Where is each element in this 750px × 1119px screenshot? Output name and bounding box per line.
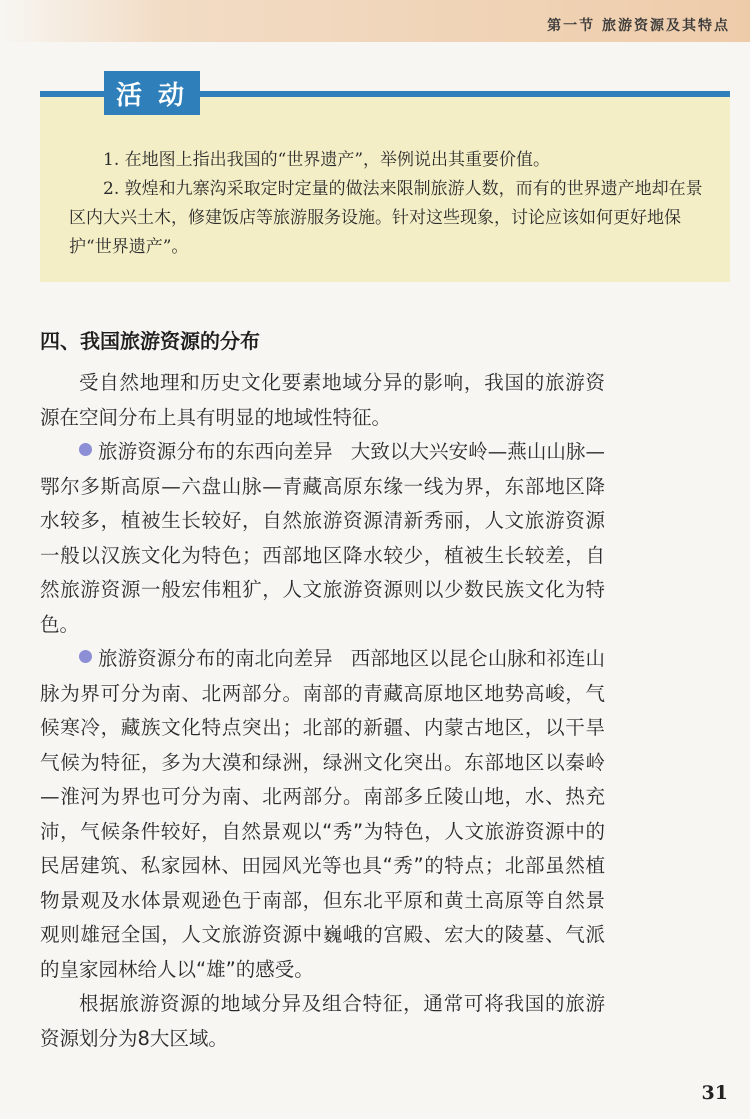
- running-header-title: 第一节 旅游资源及其特点: [547, 18, 730, 34]
- section-body: [40, 366, 605, 1056]
- east-west-paragraph: [40, 435, 605, 642]
- bullet-icon: [79, 650, 92, 663]
- activity-item-1: 1. 在地图上指出我国的“世界遗产”，举例说出其重要价值。: [103, 150, 551, 170]
- intro-paragraph: 受自然地理和历史文化要素地域分异的影响，我国的旅游资源在空间分布上具有明显的地域性特征。: [40, 371, 605, 429]
- activity-tab-label: 活动: [104, 71, 200, 115]
- conclusion-paragraph: 根据旅游资源的地域分异及组合特征，通常可将我国的旅游资源划分为8大区域。: [40, 992, 605, 1050]
- east-west-text: 大致以大兴安岭—燕山山脉—鄂尔多斯高原—六盘山脉—青藏高原东缘一线为界，东部地区降水较多，植被生长较好，自然旅游资源清新秀丽，人文旅游资源一般以汉族文化为特色；西部地区降水较少，植被生长较差，自然旅游资源一般宏伟粗犷，人文旅游资源则以少数民族文化为特色。: [40, 440, 605, 636]
- north-south-title: 旅游资源分布的南北向差异: [98, 647, 333, 670]
- running-header-band: [0, 0, 750, 42]
- east-west-title: 旅游资源分布的东西向差异: [98, 440, 333, 463]
- north-south-paragraph: [40, 642, 605, 987]
- activity-item-2: 2. 敦煌和九寨沟采取定时定量的做法来限制旅游人数，而有的世界遗产地却在景区内大兴土木，修建饭店等旅游服务设施。针对这些现象，讨论应该如何更好地保护“世界遗产”。: [69, 179, 703, 257]
- page-number: 31: [701, 1082, 728, 1104]
- section-heading: 四、我国旅游资源的分布: [40, 329, 260, 353]
- bullet-icon: [79, 443, 92, 456]
- north-south-text: 西部地区以昆仑山脉和祁连山脉为界可分为南、北两部分。南部的青藏高原地区地势高峻，气候寒冷，藏族文化特点突出；北部的新疆、内蒙古地区，以干旱气候为特征，多为大漠和绿洲，绿洲文化突出。东部地区以秦岭—淮河为界也可分为南、北两部分。南部多丘陵山地，水、热充沛，气候条件较好，自然景观以“秀”为特色，人文旅游资源中的民居建筑、私家园林、田园风光等也具“秀”的特点；北部虽然植物景观及水体景观逊色于南部，但东北平原和黄土高原等自然景观则雄冠全国，人文旅游资源中巍峨的宫殿、宏大的陵墓、气派的皇家园林给人以“雄”的感受。: [40, 647, 605, 981]
- activity-list: [69, 146, 714, 262]
